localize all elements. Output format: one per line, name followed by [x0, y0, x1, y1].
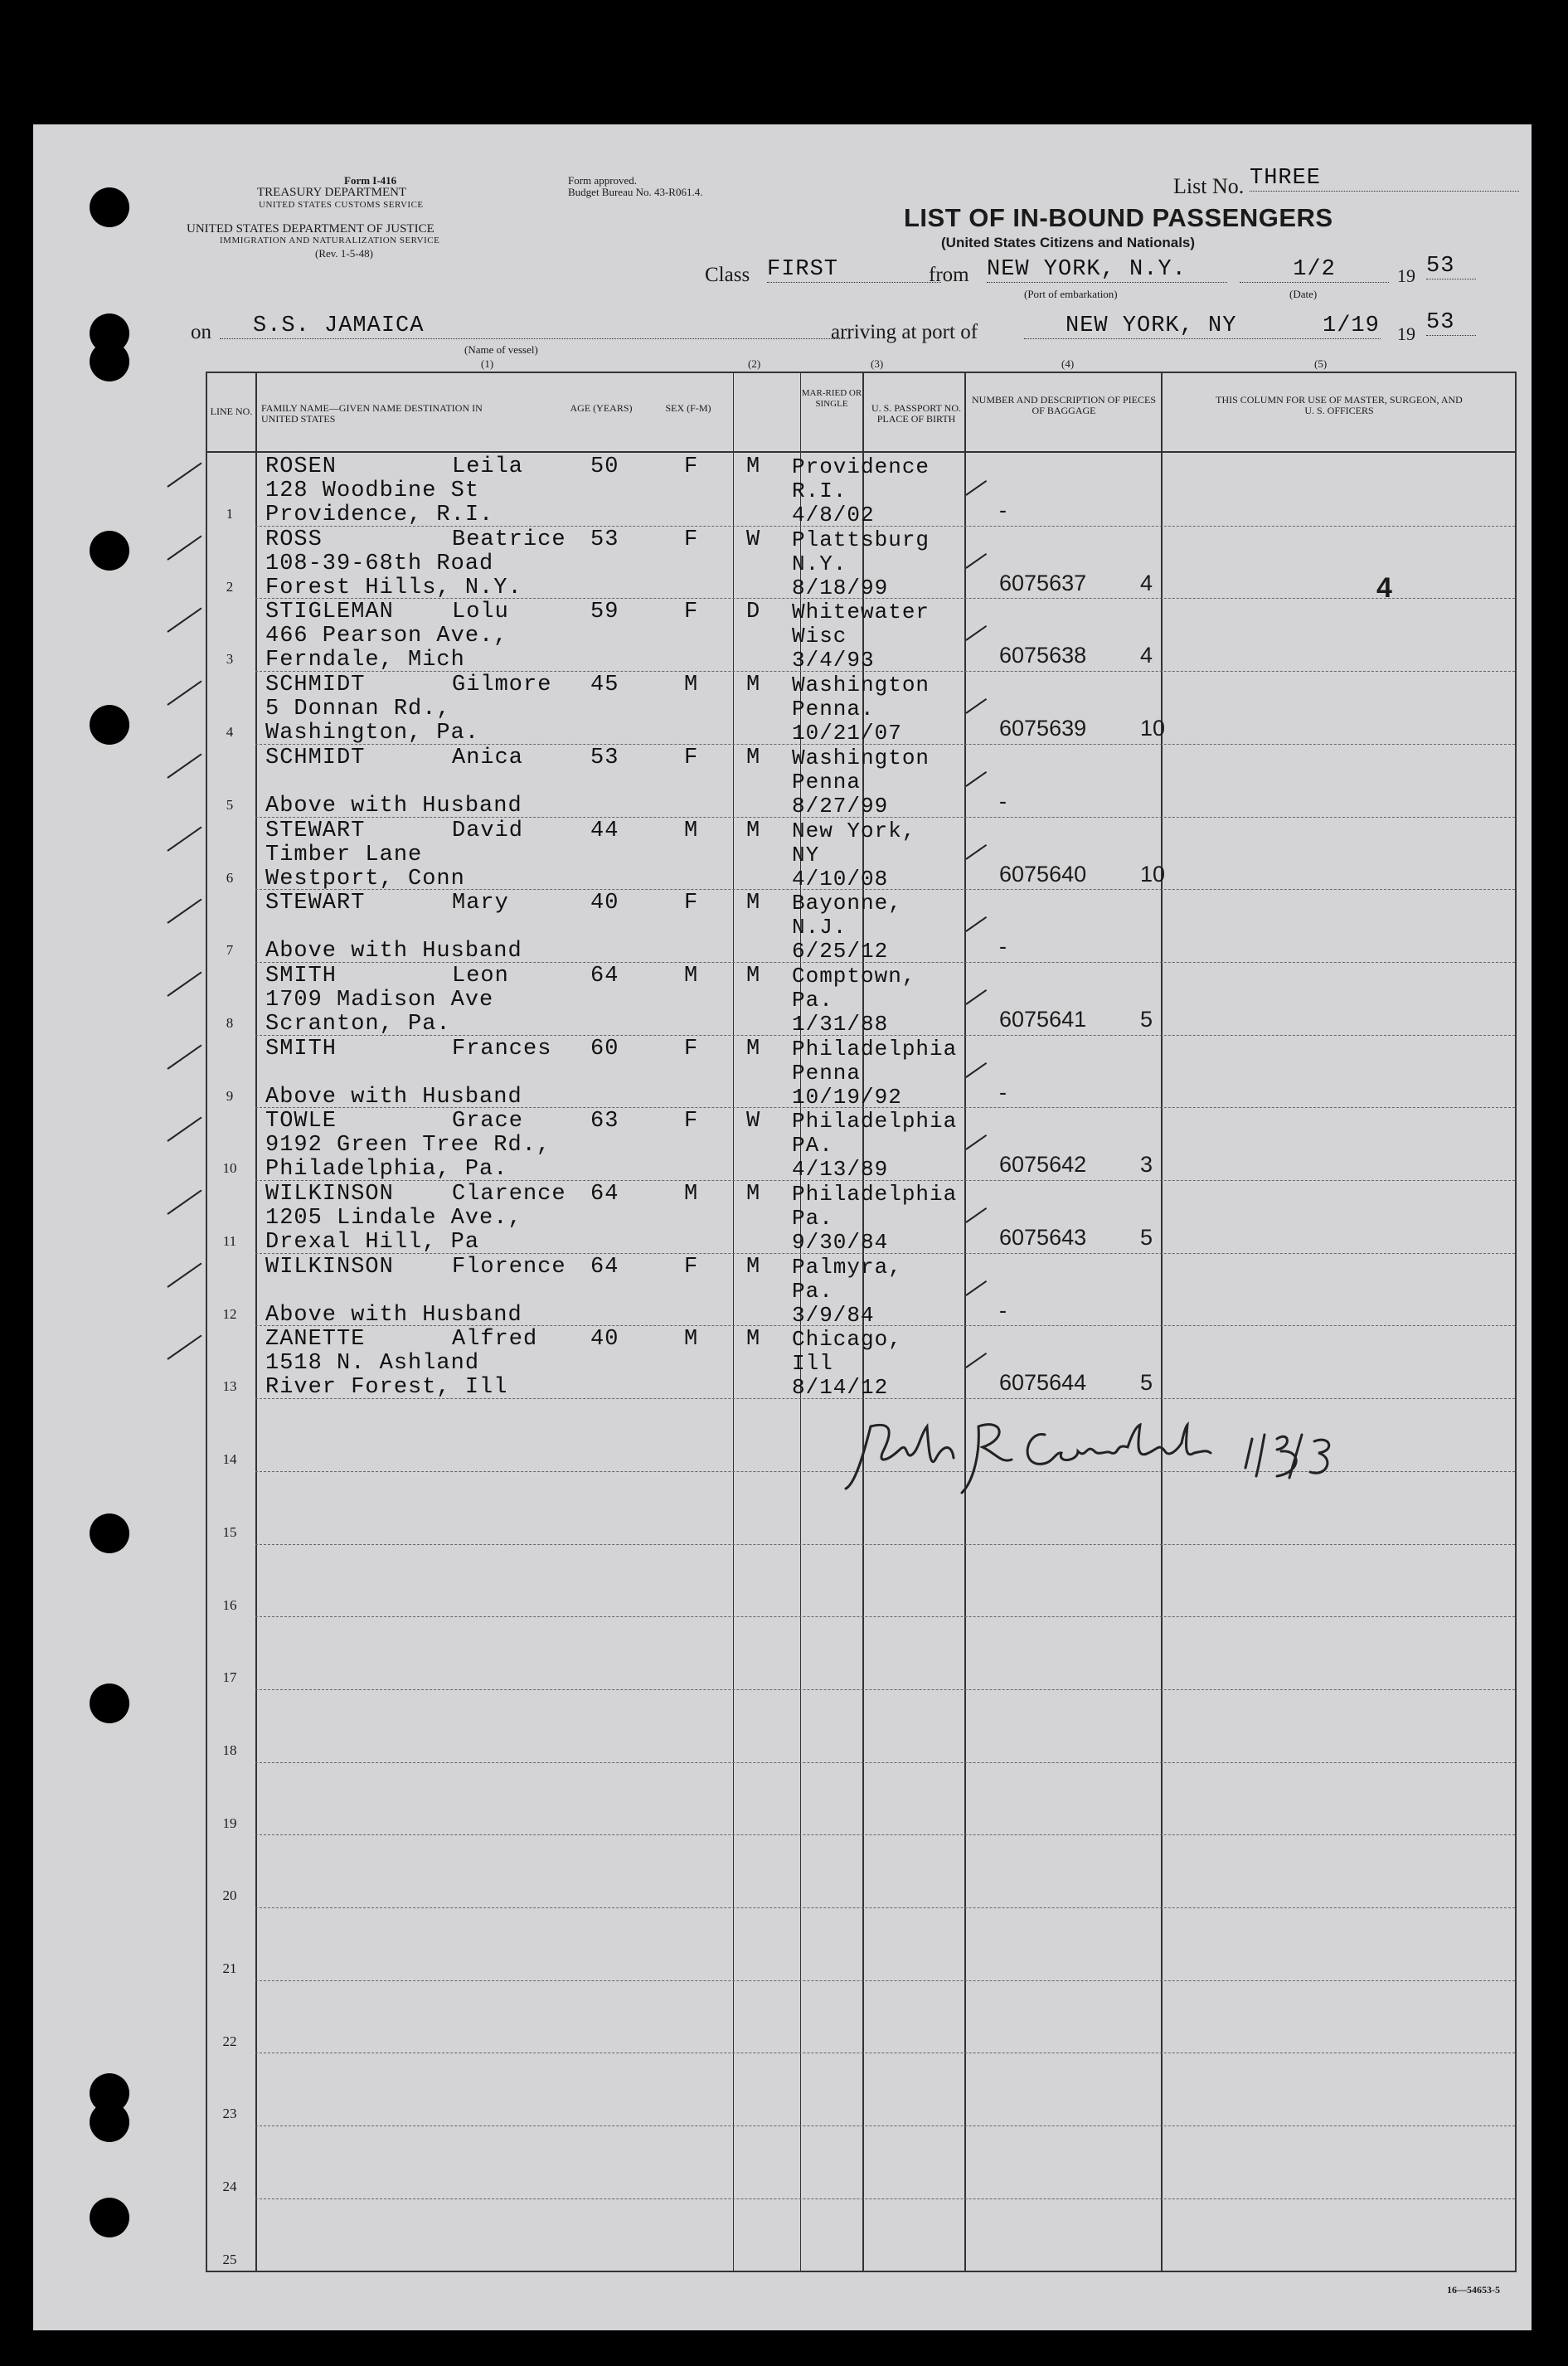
destination-street: 1205 Lindale Ave., — [265, 1206, 522, 1231]
birth-state: Pa. — [792, 1278, 833, 1304]
birth-place: Whitewater — [792, 600, 930, 625]
birth-state: PA. — [792, 1133, 833, 1159]
given-name: Florence — [452, 1254, 566, 1280]
birth-place: Washington — [792, 673, 930, 698]
birth-state: N.Y. — [792, 551, 847, 576]
family-name: SMITH — [265, 1036, 337, 1062]
line-number: 12 — [222, 1305, 237, 1322]
punch-hole — [90, 342, 129, 381]
form-number: Form I-416 — [344, 174, 397, 187]
baggage-count: 5 — [1140, 1370, 1153, 1396]
col-num-2: (2) — [748, 357, 761, 370]
form-revision: (Rev. 1-5-48) — [315, 247, 373, 260]
marital-status: D — [746, 600, 761, 625]
punch-hole — [90, 1513, 129, 1553]
line-number: 3 — [226, 651, 234, 668]
line-number: 25 — [222, 2251, 237, 2267]
destination-city: Scranton, Pa. — [265, 1011, 451, 1037]
row-divider — [255, 2126, 1515, 2127]
date-caption: (Date) — [1289, 288, 1318, 300]
baggage-number: 6075639 — [999, 716, 1087, 741]
destination-city: Providence, R.I. — [265, 503, 494, 527]
baggage-count: 10 — [1140, 716, 1166, 741]
check-mark — [167, 1262, 201, 1287]
line-number: 8 — [226, 1014, 234, 1031]
birth-state: NY — [792, 842, 820, 867]
given-name: David — [452, 818, 524, 843]
family-name: TOWLE — [265, 1109, 337, 1134]
punch-hole — [90, 2198, 129, 2237]
check-mark — [965, 553, 987, 569]
birth-state: Penna — [792, 1060, 862, 1086]
baggage-number: 6075640 — [999, 861, 1087, 887]
birth-place: Chicago, — [792, 1327, 902, 1353]
class-value: FIRST — [767, 257, 941, 283]
birth-state: Penna — [792, 769, 862, 794]
row-divider — [255, 1834, 1515, 1836]
dept-treasury-sub: UNITED STATES CUSTOMS SERVICE — [259, 200, 424, 210]
birth-date: 3/4/93 — [792, 648, 875, 673]
given-name: Leila — [452, 454, 524, 479]
age: 60 — [590, 1036, 619, 1062]
given-name: Gilmore — [452, 673, 552, 698]
sex: M — [684, 1327, 699, 1353]
age: 64 — [590, 1254, 619, 1280]
destination-street: 466 Pearson Ave., — [265, 624, 508, 649]
marital-status: W — [746, 1109, 761, 1134]
sex: M — [684, 673, 699, 698]
list-no-label: List No. — [1173, 174, 1245, 198]
age: 45 — [590, 673, 619, 698]
line-number: 6 — [226, 869, 234, 886]
col-header-age: AGE (YEARS) — [570, 402, 633, 414]
age: 40 — [590, 891, 619, 916]
arriving-label: arriving at port of — [831, 321, 978, 343]
sex: F — [684, 1109, 699, 1134]
age: 50 — [590, 454, 619, 479]
marital-status: M — [746, 1327, 761, 1353]
col-header-passport: U. S. PASSPORT NO. PLACE OF BIRTH — [871, 402, 961, 425]
destination-street: 128 Woodbine St — [265, 479, 480, 503]
birth-date: 8/27/99 — [792, 793, 889, 819]
sex: M — [684, 963, 699, 989]
baggage-count: 4 — [1140, 643, 1153, 668]
birth-state: Wisc — [792, 624, 847, 649]
birth-date: 4/13/89 — [792, 1157, 889, 1183]
age: 44 — [590, 818, 619, 843]
birth-state: Pa. — [792, 1206, 833, 1231]
birth-date: 8/18/99 — [792, 575, 889, 600]
arrival-port: NEW YORK, NY — [1024, 313, 1381, 339]
signature — [837, 1402, 1376, 1505]
given-name: Clarence — [452, 1182, 566, 1207]
birth-date: 3/9/84 — [792, 1302, 875, 1328]
sex: M — [684, 1182, 699, 1207]
check-mark — [965, 1062, 987, 1078]
line-number: 7 — [226, 942, 234, 959]
baggage-number: 6075641 — [999, 1006, 1087, 1032]
birth-place: New York, — [792, 818, 916, 843]
baggage-number: 6075644 — [999, 1370, 1087, 1396]
destination-city: River Forest, Ill — [265, 1375, 508, 1401]
check-mark — [167, 826, 201, 851]
birth-place: Comptown, — [792, 963, 916, 989]
marital-status: M — [746, 673, 761, 698]
family-name: STEWART — [265, 891, 366, 916]
given-name: Mary — [452, 891, 509, 916]
row-divider — [255, 1689, 1515, 1691]
given-name: Leon — [452, 963, 509, 989]
row-divider — [255, 2053, 1515, 2054]
destination-city: Above with Husband — [265, 939, 522, 964]
birth-place: Philadelphia — [792, 1182, 958, 1207]
row-divider — [255, 1980, 1515, 1982]
baggage-number: - — [999, 1297, 1007, 1323]
check-mark — [965, 1207, 987, 1223]
col-header-line: LINE NO. — [210, 406, 253, 417]
marital-status: M — [746, 963, 761, 989]
col-header-married: MAR-RIED OR SINGLE — [801, 388, 862, 409]
check-mark — [965, 480, 987, 496]
birth-date: 4/10/08 — [792, 866, 889, 892]
birth-date: 4/8/02 — [792, 503, 875, 527]
check-mark — [965, 771, 987, 787]
given-name: Lolu — [452, 600, 509, 625]
punch-hole — [90, 705, 129, 745]
marital-status: M — [746, 454, 761, 479]
birth-place: Philadelphia — [792, 1036, 958, 1062]
dept-justice: UNITED STATES DEPARTMENT OF JUSTICE — [187, 222, 434, 236]
list-no-value: THREE — [1250, 166, 1519, 192]
destination-city: Philadelphia, Pa. — [265, 1157, 508, 1183]
col-header-baggage: NUMBER AND DESCRIPTION OF PIECES OF BAGGAGE — [971, 394, 1157, 416]
on-label: on — [191, 321, 211, 343]
sex: F — [684, 600, 699, 625]
destination-street: Timber Lane — [265, 842, 423, 867]
embark-port-caption: (Port of embarkation) — [1024, 288, 1118, 300]
punch-hole — [90, 2102, 129, 2142]
row-divider — [255, 2198, 1515, 2200]
destination-city: Ferndale, Mich — [265, 648, 465, 673]
col-num-1: (1) — [481, 357, 494, 370]
check-mark — [965, 625, 987, 641]
col-num-3: (3) — [871, 357, 884, 370]
baggage-number: 6075643 — [999, 1225, 1087, 1250]
family-name: ROSS — [265, 527, 323, 552]
birth-place: Philadelphia — [792, 1109, 958, 1134]
birth-place: Palmyra, — [792, 1254, 902, 1280]
baggage-number: - — [999, 934, 1007, 960]
baggage-count: 3 — [1140, 1152, 1153, 1178]
marital-status: M — [746, 1182, 761, 1207]
baggage-number: - — [999, 1079, 1007, 1105]
baggage-number: - — [999, 788, 1007, 814]
sex: M — [684, 818, 699, 843]
destination-street: 5 Donnan Rd., — [265, 697, 451, 722]
birth-state: Penna. — [792, 697, 875, 722]
birth-date: 9/30/84 — [792, 1230, 889, 1255]
family-name: SCHMIDT — [265, 745, 366, 770]
line-number: 19 — [222, 1815, 237, 1831]
family-name: STIGLEMAN — [265, 600, 394, 625]
check-mark — [965, 698, 987, 714]
budget-bureau: Budget Bureau No. 43-R061.4. — [568, 186, 703, 198]
sex: F — [684, 891, 699, 916]
destination-city: Drexal Hill, Pa — [265, 1230, 480, 1255]
arrival-date: 1/19 — [1323, 313, 1380, 338]
given-name: Frances — [452, 1036, 552, 1062]
vessel-name: S.S. JAMAICA — [220, 313, 850, 339]
line-number: 22 — [222, 2033, 237, 2049]
year-prefix: 19 — [1397, 265, 1415, 286]
destination-street: 1518 N. Ashland — [265, 1351, 480, 1377]
birth-date: 1/31/88 — [792, 1011, 889, 1037]
row-divider — [255, 1907, 1515, 1909]
family-name: ZANETTE — [265, 1327, 366, 1353]
destination-city: Washington, Pa. — [265, 721, 480, 746]
check-mark — [167, 1117, 201, 1142]
line-number: 2 — [226, 578, 234, 595]
marital-status: M — [746, 1254, 761, 1280]
sex: F — [684, 1254, 699, 1280]
check-mark — [965, 989, 987, 1005]
baggage-count: 4 — [1140, 570, 1153, 595]
check-mark — [965, 916, 987, 932]
check-mark — [965, 1280, 987, 1296]
line-number: 11 — [222, 1233, 237, 1249]
punch-hole — [90, 1683, 129, 1723]
line-number: 10 — [222, 1160, 237, 1177]
birth-place: Bayonne, — [792, 891, 902, 916]
family-name: ROSEN — [265, 454, 337, 479]
destination-street: 9192 Green Tree Rd., — [265, 1133, 551, 1159]
marital-status: M — [746, 745, 761, 770]
check-mark — [167, 971, 201, 996]
line-number: 23 — [222, 2106, 237, 2122]
line-number: 15 — [222, 1523, 237, 1540]
destination-street: 108-39-68th Road — [265, 551, 494, 576]
punch-hole — [90, 531, 129, 571]
age: 40 — [590, 1327, 619, 1353]
family-name: WILKINSON — [265, 1182, 394, 1207]
row-divider — [255, 1616, 1515, 1618]
col-num-4: (4) — [1061, 357, 1075, 370]
check-mark — [965, 1353, 987, 1368]
check-mark — [167, 463, 201, 488]
sex: F — [684, 527, 699, 552]
destination-city: Forest Hills, N.Y. — [265, 575, 522, 600]
age: 53 — [590, 527, 619, 552]
line-number: 4 — [226, 724, 234, 741]
line-number: 18 — [222, 1742, 237, 1758]
embark-date: 1/2 — [1240, 257, 1389, 283]
col-header-name: FAMILY NAME—GIVEN NAME DESTINATION IN UNITED STATES — [261, 402, 483, 425]
birth-date: 6/25/12 — [792, 939, 889, 964]
embark-port: NEW YORK, N.Y. — [987, 257, 1227, 283]
officer-mark: 4 — [1376, 572, 1392, 604]
check-mark — [167, 1044, 201, 1069]
footer-code: 16—54653-5 — [1447, 2284, 1500, 2296]
age: 53 — [590, 745, 619, 770]
family-name: WILKINSON — [265, 1254, 394, 1280]
line-number: 17 — [222, 1669, 237, 1686]
from-label: from — [929, 264, 969, 286]
baggage-number: 6075642 — [999, 1152, 1087, 1178]
destination-city: Above with Husband — [265, 1302, 522, 1328]
line-number: 13 — [222, 1378, 237, 1395]
birth-state: R.I. — [792, 479, 847, 503]
given-name: Alfred — [452, 1327, 538, 1353]
family-name: SCHMIDT — [265, 673, 366, 698]
check-mark — [167, 608, 201, 633]
marital-status: M — [746, 1036, 761, 1062]
line-number: 21 — [222, 1960, 237, 1976]
form-subtitle: (United States Citizens and Nationals) — [941, 235, 1196, 250]
birth-place: Plattsburg — [792, 527, 930, 552]
given-name: Anica — [452, 745, 524, 770]
embark-year: 53 — [1426, 254, 1476, 279]
age: 64 — [590, 1182, 619, 1207]
col-header-sex: SEX (F-M) — [665, 402, 711, 414]
birth-place: Washington — [792, 745, 930, 770]
row-divider — [255, 1544, 1515, 1546]
line-number: 20 — [222, 1887, 237, 1904]
sex: F — [684, 1036, 699, 1062]
sex: F — [684, 745, 699, 770]
birth-date: 8/14/12 — [792, 1375, 889, 1401]
birth-state: Ill — [792, 1351, 833, 1377]
line-number: 9 — [226, 1087, 234, 1104]
form-page — [33, 124, 1532, 2330]
row-divider — [255, 1398, 1515, 1400]
baggage-count: 5 — [1140, 1006, 1153, 1032]
family-name: STEWART — [265, 818, 366, 843]
col-header-officers: THIS COLUMN FOR USE OF MASTER, SURGEON, AND U. S. OFFICERS — [1216, 394, 1463, 416]
destination-street: 1709 Madison Ave — [265, 987, 494, 1013]
destination-city: Westport, Conn — [265, 866, 465, 892]
row-divider — [255, 1762, 1515, 1764]
vessel-caption: (Name of vessel) — [464, 343, 538, 356]
age: 59 — [590, 600, 619, 625]
line-number: 14 — [222, 1451, 237, 1468]
check-mark — [167, 1190, 201, 1215]
birth-place: Providence — [792, 454, 930, 479]
baggage-number: - — [999, 498, 1007, 522]
check-mark — [167, 681, 201, 706]
baggage-count: 10 — [1140, 861, 1166, 887]
check-mark — [167, 899, 201, 924]
check-mark — [965, 843, 987, 859]
form-title: LIST OF IN-BOUND PASSENGERS — [904, 203, 1333, 232]
birth-state: N.J. — [792, 915, 847, 940]
family-name: SMITH — [265, 963, 337, 989]
check-mark — [167, 1335, 201, 1360]
marital-status: M — [746, 891, 761, 916]
line-number: 5 — [226, 796, 234, 813]
signature-scribble — [837, 1402, 1376, 1501]
marital-status: M — [746, 818, 761, 843]
dept-justice-sub: IMMIGRATION AND NATURALIZATION SERVICE — [220, 236, 440, 245]
destination-city: Above with Husband — [265, 793, 522, 819]
line-number: 16 — [222, 1596, 237, 1613]
line-number: 1 — [226, 506, 234, 522]
age: 63 — [590, 1109, 619, 1134]
sex: F — [684, 454, 699, 479]
punch-hole — [90, 187, 129, 227]
marital-status: W — [746, 527, 761, 552]
check-mark — [167, 535, 201, 560]
form-approved: Form approved. — [568, 174, 638, 187]
destination-city: Above with Husband — [265, 1084, 522, 1110]
check-mark — [167, 753, 201, 778]
line-number: 24 — [222, 2179, 237, 2195]
given-name: Grace — [452, 1109, 524, 1134]
col-num-5: (5) — [1314, 357, 1328, 370]
birth-date: 10/19/92 — [792, 1084, 902, 1110]
baggage-number: 6075637 — [999, 570, 1087, 595]
birth-state: Pa. — [792, 987, 833, 1013]
baggage-number: 6075638 — [999, 643, 1087, 668]
check-mark — [965, 1134, 987, 1150]
baggage-count: 5 — [1140, 1225, 1153, 1250]
dept-treasury: TREASURY DEPARTMENT — [257, 186, 407, 199]
arrival-year: 53 — [1426, 310, 1476, 336]
birth-date: 10/21/07 — [792, 721, 902, 746]
given-name: Beatrice — [452, 527, 566, 552]
year-prefix: 19 — [1397, 323, 1415, 344]
class-label: Class — [705, 264, 750, 286]
age: 64 — [590, 963, 619, 989]
